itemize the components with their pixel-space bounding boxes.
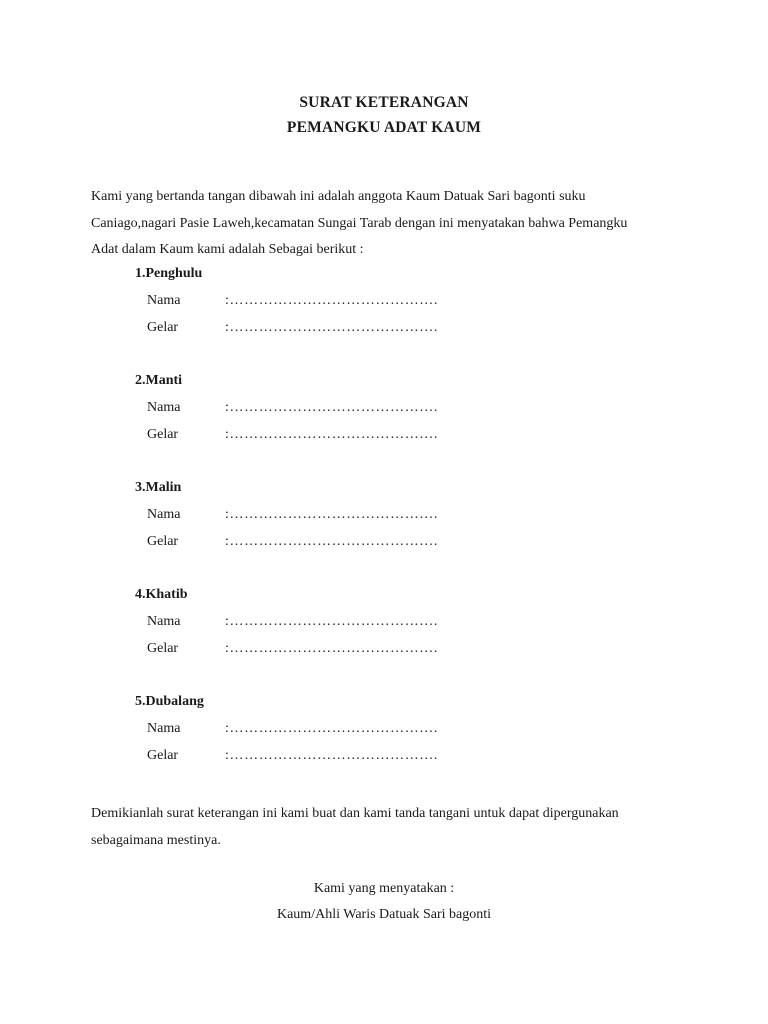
document-subtitle: PEMANGKU ADAT KAUM [286, 119, 482, 136]
name-blank: :……………………………………. [225, 614, 438, 629]
name-label: Nama [147, 507, 181, 522]
title-label: Gelar [147, 641, 179, 656]
title-row [147, 748, 438, 764]
section-heading: 1.Penghulu [135, 266, 203, 281]
intro-line: Caniago,nagari Pasie Laweh,kecamatan Sungai Tarab dengan ini menyatakan bahwa Pemangku [91, 215, 628, 231]
title-label: Gelar [147, 748, 179, 763]
section-heading: 3.Malin [135, 480, 182, 495]
intro-paragraph [91, 184, 691, 264]
name-row [147, 614, 438, 630]
name-blank: :……………………………………. [225, 400, 438, 415]
name-blank: :……………………………………. [225, 721, 438, 736]
section-heading: 2.Manti [135, 373, 183, 388]
name-row [147, 400, 438, 416]
name-label: Nama [147, 721, 181, 736]
name-label: Nama [147, 614, 181, 629]
title-blank: :……………………………………. [225, 748, 438, 763]
section-heading: 5.Dubalang [135, 694, 204, 709]
title-label: Gelar [147, 427, 179, 442]
title-row [147, 320, 438, 336]
document-title: SURAT KETERANGAN [299, 94, 469, 111]
name-row [147, 293, 438, 309]
title-label: Gelar [147, 320, 179, 335]
name-blank: :……………………………………. [225, 507, 438, 522]
signature-statement: Kami yang menyatakan : [313, 881, 455, 896]
title-blank: :……………………………………. [225, 534, 438, 549]
intro-line: Kami yang bertanda tangan dibawah ini adalah anggota Kaum Datuak Sari bagonti suku [91, 189, 586, 204]
title-row [147, 534, 438, 550]
title-row [147, 641, 438, 657]
title-blank: :……………………………………. [225, 320, 438, 335]
title-blank: :……………………………………. [225, 641, 438, 656]
name-row [147, 721, 438, 737]
closing-paragraph [91, 800, 711, 854]
name-blank: :……………………………………. [225, 293, 438, 308]
name-label: Nama [147, 293, 181, 308]
title-label: Gelar [147, 534, 179, 549]
title-blank: :……………………………………. [225, 427, 438, 442]
name-row [147, 507, 438, 523]
closing-line: sebagaimana mestinya. [91, 833, 221, 848]
intro-line: Adat dalam Kaum kami adalah Sebagai berikut : [91, 242, 364, 257]
name-label: Nama [147, 400, 181, 415]
section-heading: 4.Khatib [135, 587, 188, 602]
closing-line: Demikianlah surat keterangan ini kami buat dan kami tanda tangani untuk dapat dipergunakan [91, 806, 619, 821]
signatory-name: Kaum/Ahli Waris Datuak Sari bagonti [276, 907, 492, 922]
title-row [147, 427, 438, 443]
